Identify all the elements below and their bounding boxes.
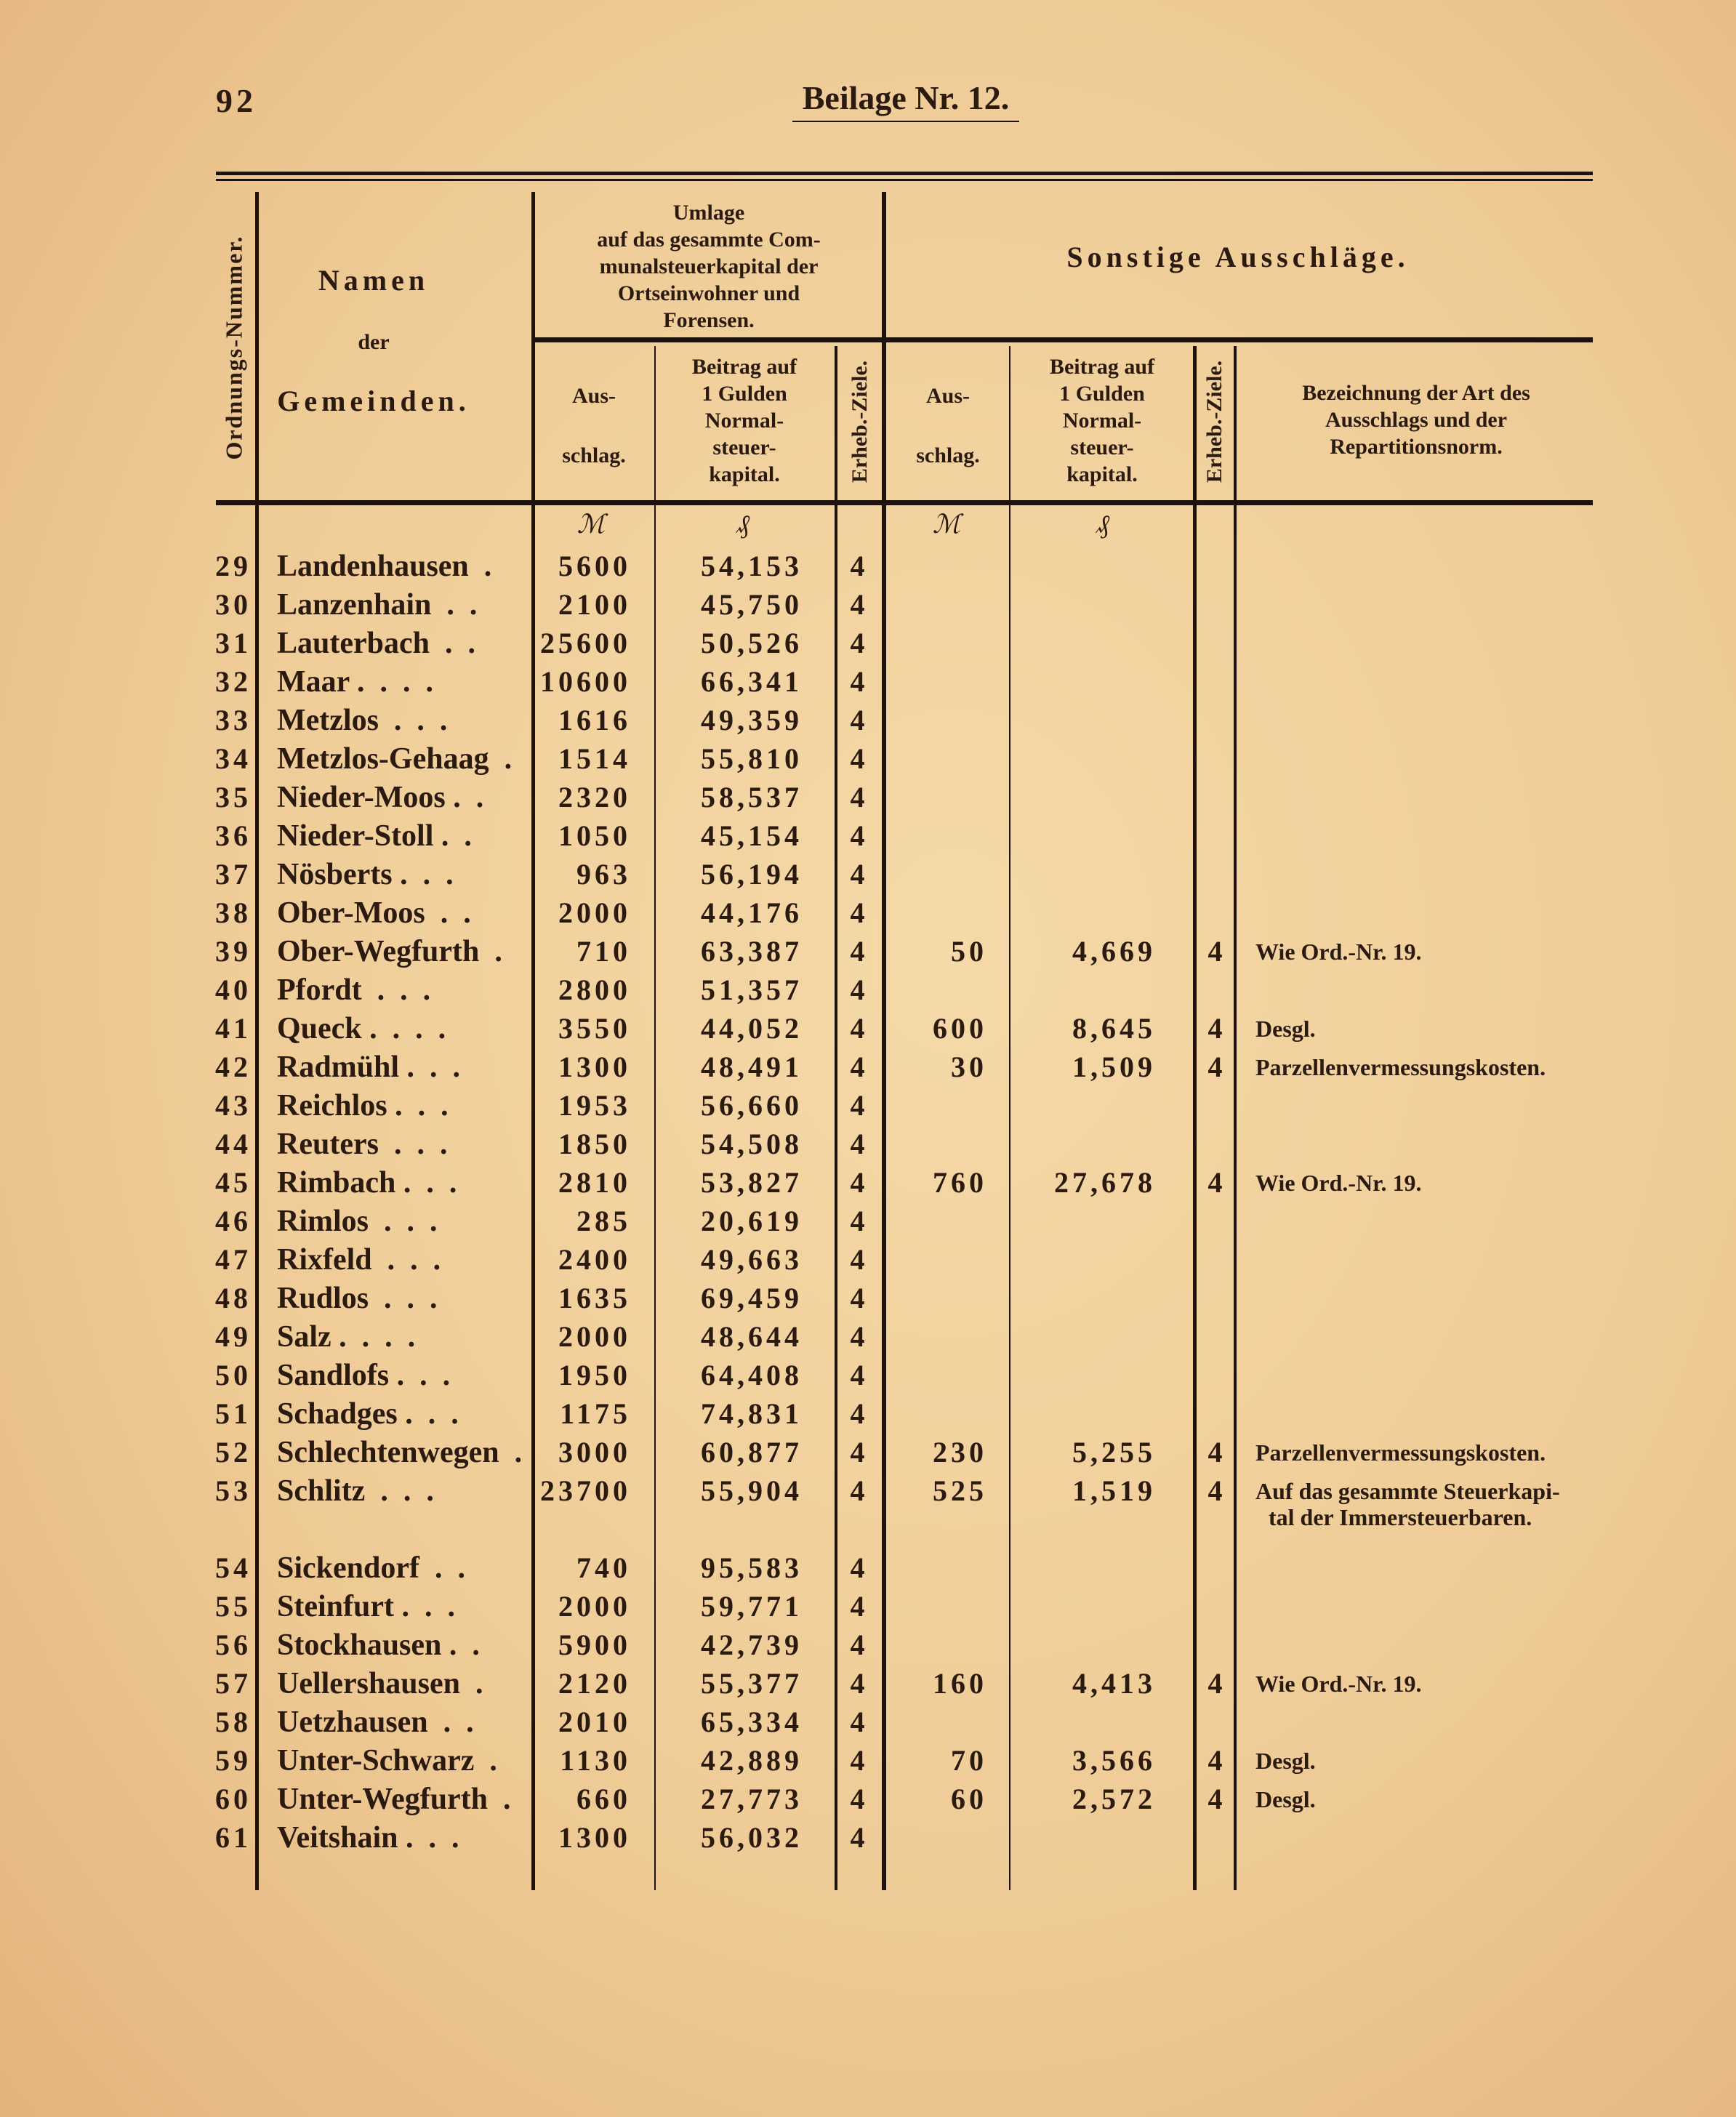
erheb-ziele: 4 (850, 704, 869, 736)
ausschlag: 710 (576, 935, 631, 968)
unit-mark-2: ℳ (932, 510, 961, 539)
unit-pfennig: ₰ (736, 510, 750, 539)
bezeichnung: Desgl. (1255, 1016, 1316, 1042)
beitrag: 44,052 (701, 1012, 803, 1045)
ausschlag: 1175 (560, 1397, 631, 1430)
beitrag: 64,408 (701, 1359, 803, 1391)
gemeinde-name: Salz . . . . (277, 1320, 416, 1354)
erheb-ziele: 4 (850, 935, 869, 968)
gemeinde-name: Steinfurt . . . (277, 1590, 455, 1623)
gemeinde-name: Landenhausen . (277, 550, 492, 583)
page-number: 92 (216, 82, 257, 119)
header-umlage (597, 199, 820, 334)
ausschlag: 1050 (558, 819, 631, 852)
header-ord-nummer: Ordnungs-Nummer. (220, 235, 247, 460)
header-beitrag (692, 353, 797, 488)
ausschlag: 1130 (560, 1744, 631, 1777)
beitrag-sonstige: 4,669 (1072, 935, 1156, 968)
ausschlag: 1635 (558, 1282, 631, 1314)
ausschlag: 10600 (540, 665, 631, 698)
header-line: Umlage (672, 201, 745, 225)
erheb-ziele-sonstige: 4 (1207, 1051, 1226, 1083)
gemeinde-name: Lanzenhain . . (277, 588, 478, 622)
ausschlag: 2800 (558, 973, 631, 1006)
erheb-ziele: 4 (850, 1089, 869, 1122)
gemeinde-name: Sickendorf . . (277, 1551, 466, 1585)
erheb-ziele: 4 (850, 1397, 869, 1430)
beitrag: 55,377 (701, 1667, 803, 1700)
ausschlag: 740 (576, 1551, 631, 1584)
gemeinde-name: Uetzhausen . . (277, 1706, 474, 1739)
erheb-ziele: 4 (850, 1667, 869, 1700)
gemeinde-name: Reichlos . . . (277, 1089, 449, 1122)
ord-nummer: 46 (215, 1205, 252, 1237)
ausschlag-sonstige: 760 (933, 1166, 987, 1199)
beitrag: 49,663 (701, 1243, 803, 1276)
beitrag: 45,154 (701, 819, 803, 852)
ausschlag: 2810 (558, 1166, 631, 1199)
beitrag: 55,904 (701, 1474, 803, 1507)
ord-nummer: 55 (215, 1590, 252, 1623)
ausschlag: 2400 (558, 1243, 631, 1276)
beitrag: 60,877 (701, 1436, 803, 1469)
beitrag: 48,644 (701, 1320, 803, 1353)
ord-nummer: 39 (215, 935, 252, 968)
header-line: Beitrag auf (691, 355, 797, 379)
ord-nummer: 47 (215, 1243, 252, 1276)
ord-nummer: 43 (215, 1089, 252, 1122)
gemeinde-name: Lauterbach . . (277, 627, 475, 660)
header-ausschlag-2: schlag. (916, 443, 980, 467)
erheb-ziele-sonstige: 4 (1207, 1436, 1226, 1469)
erheb-ziele-sonstige: 4 (1207, 1474, 1226, 1507)
header-line: Normal- (704, 409, 784, 433)
ausschlag-sonstige: 30 (951, 1051, 987, 1083)
col-line (531, 192, 535, 1890)
ausschlag: 285 (576, 1205, 631, 1237)
beitrag-sonstige: 4,413 (1072, 1667, 1156, 1700)
page-title: Beilage Nr. 12. (802, 79, 1010, 116)
ord-nummer: 31 (215, 627, 252, 659)
ausschlag-sonstige: 230 (933, 1436, 987, 1469)
col-line (835, 346, 837, 1890)
erheb-ziele: 4 (850, 1821, 869, 1854)
gemeinde-name: Veitshain . . . (277, 1821, 459, 1855)
ausschlag: 1300 (558, 1821, 631, 1854)
ausschlag: 1850 (558, 1128, 631, 1160)
beitrag-sonstige: 1,519 (1072, 1474, 1156, 1507)
gemeinde-name: Ober-Wegfurth . (277, 935, 502, 968)
beitrag: 59,771 (701, 1590, 803, 1623)
gemeinde-name: Radmühl . . . (277, 1051, 461, 1084)
erheb-ziele: 4 (850, 1051, 869, 1083)
gemeinde-name: Uellershausen . (277, 1667, 483, 1700)
ord-nummer: 52 (215, 1436, 252, 1469)
ausschlag-sonstige: 600 (933, 1012, 987, 1045)
ord-nummer: 59 (215, 1744, 252, 1777)
ausschlag: 2100 (558, 588, 631, 621)
top-rule-2 (216, 179, 1593, 181)
bezeichnung: Parzellenvermessungskosten. (1255, 1054, 1546, 1080)
header-sonstige: Sonstige Ausschläge. (1066, 241, 1410, 273)
erheb-ziele: 4 (850, 1551, 869, 1584)
erheb-ziele: 4 (850, 1166, 869, 1199)
gemeinde-name: Nieder-Stoll . . (277, 819, 472, 853)
ord-nummer: 44 (215, 1128, 252, 1160)
header-ziele: Erheb.-Ziele. (848, 360, 872, 483)
erheb-ziele-sonstige: 4 (1207, 1667, 1226, 1700)
header-line: auf das gesammte Com- (597, 228, 821, 252)
erheb-ziele: 4 (850, 1359, 869, 1391)
beitrag-sonstige: 1,509 (1072, 1051, 1156, 1083)
unit-mark: ℳ (576, 510, 606, 539)
gemeinde-name: Nösberts . . . (277, 858, 454, 891)
header-mid-rule (534, 337, 1593, 342)
ausschlag: 25600 (540, 627, 631, 659)
ord-nummer: 61 (215, 1821, 252, 1854)
ord-nummer: 45 (215, 1166, 252, 1199)
ord-nummer: 41 (215, 1012, 252, 1045)
erheb-ziele: 4 (850, 781, 869, 814)
ausschlag: 1953 (558, 1089, 631, 1122)
beitrag: 42,739 (701, 1628, 803, 1661)
ausschlag: 3550 (558, 1012, 631, 1045)
ausschlag: 2000 (558, 1590, 631, 1623)
erheb-ziele: 4 (850, 858, 869, 891)
gemeinde-name: Schlechtenwegen . (277, 1436, 523, 1469)
ord-nummer: 34 (215, 742, 252, 775)
erheb-ziele: 4 (850, 819, 869, 852)
beitrag: 74,831 (701, 1397, 803, 1430)
gemeinde-name: Maar . . . . (277, 665, 434, 699)
beitrag-sonstige: 2,572 (1072, 1783, 1156, 1815)
ord-nummer: 42 (215, 1051, 252, 1083)
col-line (1009, 346, 1010, 1890)
bezeichnung: Wie Ord.-Nr. 19. (1255, 1170, 1422, 1196)
ausschlag-sonstige: 70 (951, 1744, 987, 1777)
erheb-ziele: 4 (850, 550, 869, 582)
beitrag: 49,359 (701, 704, 803, 736)
ord-nummer: 53 (215, 1474, 252, 1507)
ausschlag: 5600 (558, 550, 631, 582)
erheb-ziele: 4 (850, 896, 869, 929)
header-line: kapital. (709, 462, 780, 486)
gemeinde-name: Unter-Schwarz . (277, 1744, 497, 1777)
beitrag: 50,526 (701, 627, 803, 659)
beitrag-sonstige: 5,255 (1072, 1436, 1156, 1469)
ausschlag: 3000 (558, 1436, 631, 1469)
beitrag: 44,176 (701, 896, 803, 929)
ord-nummer: 37 (215, 858, 252, 891)
beitrag: 56,032 (701, 1821, 803, 1854)
header-ausschlag: Aus- (571, 384, 616, 408)
beitrag: 20,619 (701, 1205, 803, 1237)
erheb-ziele: 4 (850, 1590, 869, 1623)
ord-nummer: 56 (215, 1628, 252, 1661)
ausschlag: 1950 (558, 1359, 631, 1391)
ord-nummer: 33 (215, 704, 252, 736)
erheb-ziele: 4 (850, 1320, 869, 1353)
bezeichnung: Desgl. (1255, 1748, 1316, 1774)
erheb-ziele: 4 (850, 1128, 869, 1160)
erheb-ziele: 4 (850, 1282, 869, 1314)
ausschlag: 1616 (558, 704, 631, 736)
ord-nummer: 51 (215, 1397, 252, 1430)
gemeinde-name: Schadges . . . (277, 1397, 459, 1431)
title-underline (792, 121, 1019, 122)
col-line (255, 192, 259, 1890)
erheb-ziele: 4 (850, 1012, 869, 1045)
bezeichnung: Auf das gesammte Steuerkapi- (1255, 1478, 1560, 1504)
beitrag: 69,459 (701, 1282, 803, 1314)
beitrag: 27,773 (701, 1783, 803, 1815)
gemeinde-name: Metzlos-Gehaag . (277, 742, 513, 776)
beitrag: 95,583 (701, 1551, 803, 1584)
erheb-ziele-sonstige: 4 (1207, 1012, 1226, 1045)
ausschlag: 2320 (558, 781, 631, 814)
erheb-ziele: 4 (850, 1436, 869, 1469)
header-line: Ortseinwohner und (617, 281, 800, 305)
erheb-ziele: 4 (850, 1243, 869, 1276)
gemeinde-name: Rixfeld . . . (277, 1243, 441, 1277)
erheb-ziele: 4 (850, 627, 869, 659)
ord-nummer: 58 (215, 1706, 252, 1738)
beitrag-sonstige: 8,645 (1072, 1012, 1156, 1045)
col-line (654, 346, 656, 1890)
header-line: munalsteuerkapital der (599, 254, 819, 278)
bezeichnung: Desgl. (1255, 1786, 1316, 1812)
header-line: Normal- (1062, 409, 1142, 433)
ausschlag: 5900 (558, 1628, 631, 1661)
erheb-ziele: 4 (850, 1628, 869, 1661)
header-line: kapital. (1066, 462, 1138, 486)
header-line: Ausschlags und der (1325, 408, 1508, 432)
beitrag: 56,194 (701, 858, 803, 891)
beitrag: 45,750 (701, 588, 803, 621)
gemeinde-name: Rimbach . . . (277, 1166, 457, 1200)
beitrag: 54,153 (701, 550, 803, 582)
header-line: steuer- (1070, 435, 1134, 459)
bezeichnung: tal der Immersteuerbaren. (1269, 1504, 1532, 1530)
erheb-ziele: 4 (850, 588, 869, 621)
ausschlag: 1300 (558, 1051, 631, 1083)
erheb-ziele: 4 (850, 742, 869, 775)
header-bezeichnung (1302, 379, 1530, 460)
gemeinde-name: Stockhausen . . (277, 1628, 480, 1662)
erheb-ziele: 4 (850, 973, 869, 1006)
header-beitrag-2 (1050, 353, 1154, 488)
gemeinde-name: Metzlos . . . (277, 704, 448, 737)
bezeichnung: Wie Ord.-Nr. 19. (1255, 939, 1422, 965)
header-ausschlag: schlag. (562, 443, 626, 467)
header-ausschlag-2: Aus- (925, 384, 971, 408)
ord-nummer: 35 (215, 781, 252, 814)
erheb-ziele-sonstige: 4 (1207, 935, 1226, 968)
erheb-ziele: 4 (850, 1205, 869, 1237)
gemeinde-name: Reuters . . . (277, 1128, 448, 1161)
gemeinde-name: Rudlos . . . (277, 1282, 438, 1315)
header-gemeinden: Gemeinden. (277, 385, 470, 417)
header-line: steuer- (712, 435, 776, 459)
ord-nummer: 50 (215, 1359, 252, 1391)
top-rule (216, 172, 1593, 175)
gemeinde-name: Schlitz . . . (277, 1474, 434, 1508)
header-line: 1 Gulden (702, 382, 787, 406)
ord-nummer: 60 (215, 1783, 252, 1815)
header-bottom-rule (216, 500, 1593, 505)
gemeinde-name: Nieder-Moos . . (277, 781, 484, 814)
erheb-ziele: 4 (850, 1706, 869, 1738)
gemeinde-name: Unter-Wegfurth . (277, 1783, 511, 1816)
beitrag: 65,334 (701, 1706, 803, 1738)
header-line: Beitrag auf (1049, 355, 1155, 379)
beitrag: 63,387 (701, 935, 803, 968)
beitrag: 66,341 (701, 665, 803, 698)
beitrag: 48,491 (701, 1051, 803, 1083)
header-line: Repartitionsnorm. (1330, 435, 1503, 459)
col-line (1193, 346, 1197, 1890)
header-line: Forensen. (663, 308, 755, 332)
ausschlag: 963 (576, 858, 631, 891)
ord-nummer: 29 (215, 550, 252, 582)
beitrag: 58,537 (701, 781, 803, 814)
erheb-ziele: 4 (850, 1744, 869, 1777)
beitrag-sonstige: 27,678 (1054, 1166, 1156, 1199)
erheb-ziele: 4 (850, 1783, 869, 1815)
ord-nummer: 54 (215, 1551, 252, 1584)
gemeinde-name: Ober-Moos . . (277, 896, 471, 930)
beitrag: 55,810 (701, 742, 803, 775)
header-line: 1 Gulden (1059, 382, 1145, 406)
ausschlag: 1514 (558, 742, 631, 775)
ausschlag-sonstige: 525 (933, 1474, 987, 1507)
gemeinde-name: Pfordt . . . (277, 973, 431, 1007)
beitrag-sonstige: 3,566 (1072, 1744, 1156, 1777)
ord-nummer: 49 (215, 1320, 252, 1353)
ausschlag: 2000 (558, 1320, 631, 1353)
gemeinde-name: Rimlos . . . (277, 1205, 438, 1238)
beitrag: 51,357 (701, 973, 803, 1006)
beitrag: 56,660 (701, 1089, 803, 1122)
gemeinde-name: Sandlofs . . . (277, 1359, 451, 1392)
header-ziele-2: Erheb.-Ziele. (1202, 360, 1226, 483)
header-der: der (358, 330, 390, 354)
bezeichnung: Parzellenvermessungskosten. (1255, 1439, 1546, 1466)
ausschlag-sonstige: 60 (951, 1783, 987, 1815)
beitrag: 53,827 (701, 1166, 803, 1199)
ausschlag-sonstige: 50 (951, 935, 987, 968)
ord-nummer: 40 (215, 973, 252, 1006)
erheb-ziele: 4 (850, 665, 869, 698)
bezeichnung: Wie Ord.-Nr. 19. (1255, 1671, 1422, 1697)
ord-nummer: 57 (215, 1667, 252, 1700)
unit-pfennig-2: ₰ (1096, 510, 1109, 539)
ausschlag-sonstige: 160 (933, 1667, 987, 1700)
gemeinde-name: Queck . . . . (277, 1012, 446, 1045)
ausschlag: 2120 (558, 1667, 631, 1700)
col-line (882, 192, 886, 1890)
erheb-ziele-sonstige: 4 (1207, 1783, 1226, 1815)
ausschlag: 2000 (558, 896, 631, 929)
beitrag: 42,889 (701, 1744, 803, 1777)
ord-nummer: 30 (215, 588, 252, 621)
beitrag: 54,508 (701, 1128, 803, 1160)
col-line (1234, 346, 1237, 1890)
erheb-ziele-sonstige: 4 (1207, 1166, 1226, 1199)
ausschlag: 23700 (540, 1474, 631, 1507)
ausschlag: 660 (576, 1783, 631, 1815)
erheb-ziele-sonstige: 4 (1207, 1744, 1226, 1777)
ord-nummer: 32 (215, 665, 252, 698)
ord-nummer: 38 (215, 896, 252, 929)
erheb-ziele: 4 (850, 1474, 869, 1507)
header-namen: Namen (318, 264, 430, 297)
ord-nummer: 48 (215, 1282, 252, 1314)
ord-nummer: 36 (215, 819, 252, 852)
ausschlag: 2010 (558, 1706, 631, 1738)
header-line: Bezeichnung der Art des (1302, 381, 1530, 405)
